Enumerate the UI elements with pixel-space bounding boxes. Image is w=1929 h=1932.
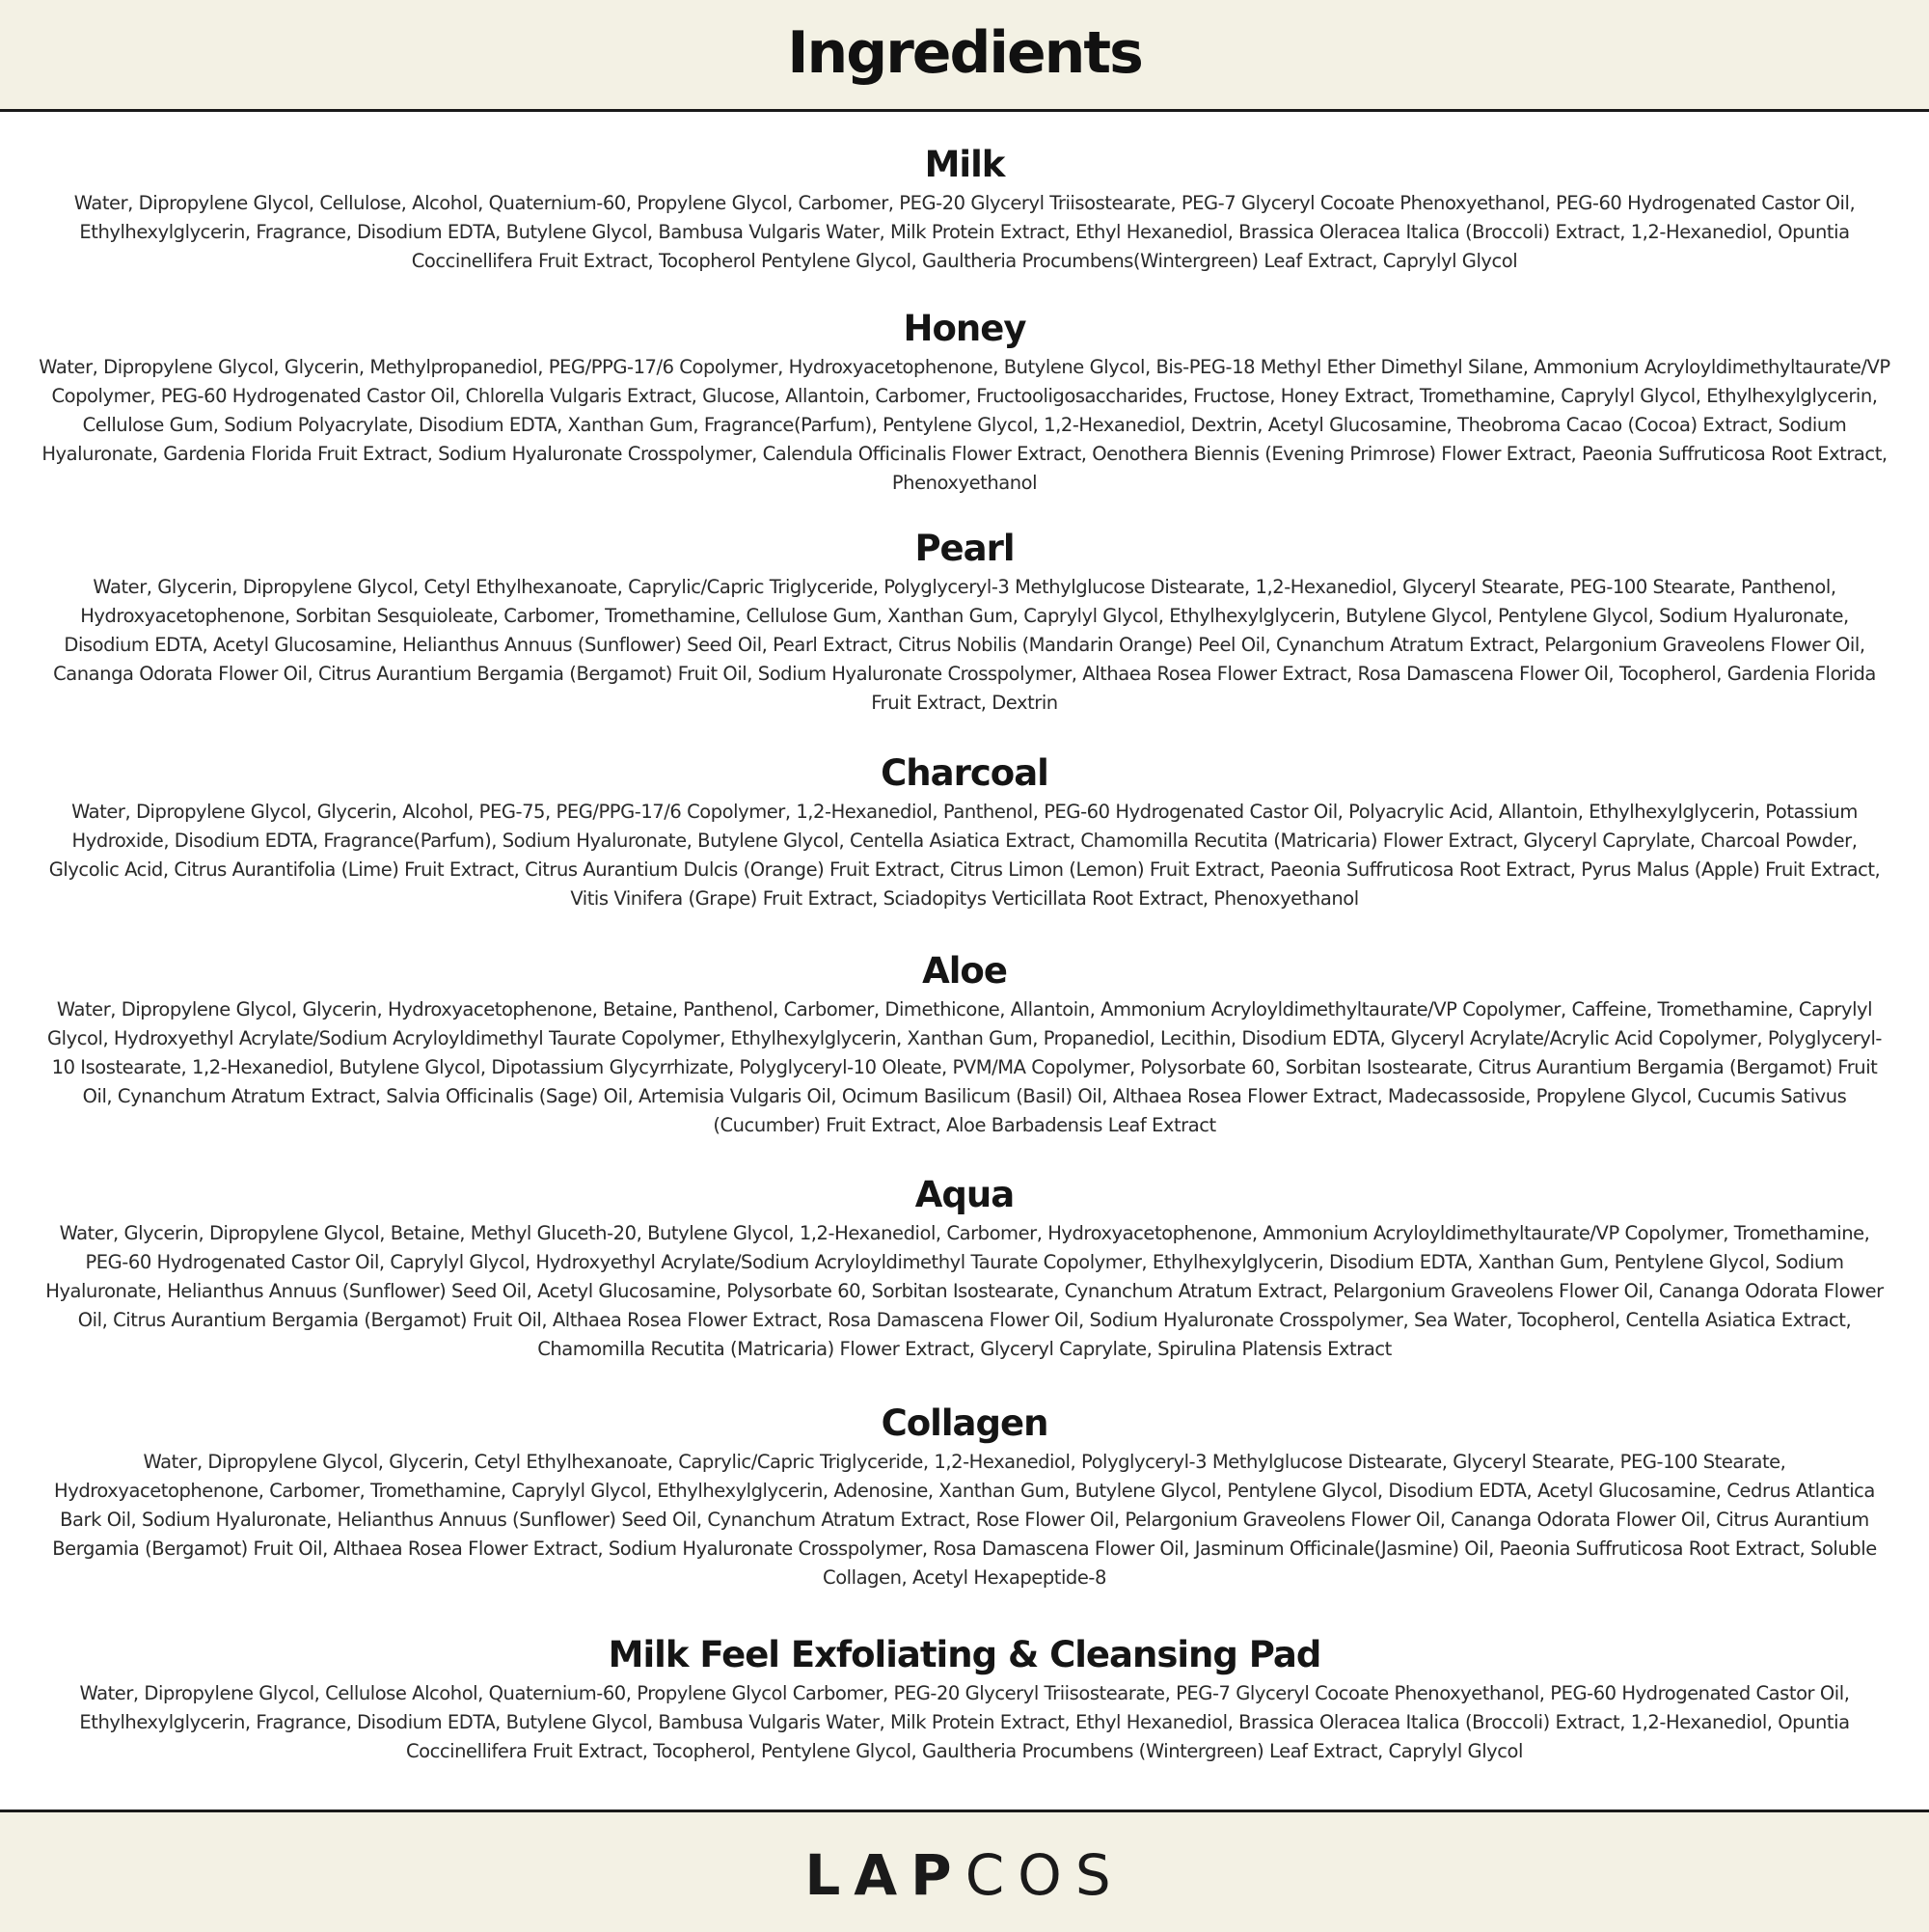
section-title: Honey xyxy=(903,308,1026,349)
page-title: Ingredients xyxy=(787,18,1142,87)
section-title: Milk Feel Exfoliating & Cleansing Pad xyxy=(608,1634,1321,1675)
section-aqua xyxy=(39,1173,1890,1364)
section-title: Aloe xyxy=(922,950,1007,992)
section-ingredients: Water, Glycerin, Dipropylene Glycol, Cetyl Ethylhexanoate, Caprylic/Capric Triglyceride, Polyglyceryl-3 Methylglucose Distearate, 1,2-Hexanediol, Glyceryl Stearate, PEG-100 Stearate, Panthenol, Hydroxyacetophenone, Sorbitan Sesquioleate, Carbomer, Tromethamine, Cellulose Gum, Xanthan Gum, Caprylyl Glycol, Ethylhexylglycerin, Butylene Glycol, Pentylene Glycol, Sodium Hyaluronate, Disodium EDTA, Acetyl Glucosamine, Helianthus Annuus (Sunflower) Seed Oil, Pearl Extract, Citrus Nobilis (Mandarin Orange) Peel Oil, Cynanchum Atratum Extract, Pelargonium Graveolens Flower Oil, Cananga Odorata Flower Oil, Citrus Aurantium Bergamia (Bergamot) Fruit Oil, Sodium Hyaluronate Crosspolymer, Althaea Rosea Flower Extract, Rosa Damascena Flower Oil, Tocopherol, Gardenia Florida Fruit Extract, Dextrin xyxy=(53,576,1876,714)
section-charcoal xyxy=(39,751,1890,913)
footer-band xyxy=(0,1810,1929,1932)
header-band xyxy=(0,0,1929,112)
logo-part-light: COS xyxy=(964,1842,1125,1908)
section-title: Aqua xyxy=(914,1174,1015,1215)
section-title: Charcoal xyxy=(881,752,1048,794)
section-title: Collagen xyxy=(881,1402,1048,1444)
ingredients-content xyxy=(0,112,1929,1810)
section-pearl xyxy=(39,527,1890,718)
section-aloe xyxy=(39,949,1890,1140)
section-collagen xyxy=(39,1401,1890,1592)
section-ingredients: Water, Dipropylene Glycol, Cellulose Alcohol, Quaternium-60, Propylene Glycol Carbomer, PEG-20 Glyceryl Triisostearate, PEG-7 Glyceryl Cocoate Phenoxyethanol, PEG-60 Hydrogenated Castor Oil, Ethylhexylglycerin, Fragrance, Disodium EDTA, Butylene Glycol, Bambusa Vulgaris Water, Milk Protein Extract, Ethyl Hexanediol, Brassica Oleracea Italica (Broccoli) Extract, 1,2-Hexanediol, Opuntia Coccinellifera Fruit Extract, Tocopherol, Pentylene Glycol, Gaultheria Procumbens (Wintergreen) Leaf Extract, Caprylyl Glycol xyxy=(79,1682,1850,1762)
section-milk xyxy=(39,143,1890,276)
section-ingredients: Water, Dipropylene Glycol, Glycerin, Hydroxyacetophenone, Betaine, Panthenol, Carbomer, Dimethicone, Allantoin, Ammonium Acryloyldimethyltaurate/VP Copolymer, Caffeine, Tromethamine, Caprylyl Glycol, Hydroxyethyl Acrylate/Sodium Acryloyldimethyl Taurate Copolymer, Ethylhexylglycerin, Xanthan Gum, Propanediol, Lecithin, Disodium EDTA, Glyceryl Acrylate/Acrylic Acid Copolymer, Polyglyceryl-10 Isostearate, 1,2-Hexanediol, Butylene Glycol, Dipotassium Glycyrrhizate, Polyglyceryl-10 Oleate, PVM/MA Copolymer, Polysorbate 60, Sorbitan Isostearate, Citrus Aurantium Bergamia (Bergamot) Fruit Oil, Cynanchum Atratum Extract, Salvia Officinalis (Sage) Oil, Artemisia Vulgaris Oil, Ocimum Basilicum (Basil) Oil, Althaea Rosea Flower Extract, Madecassoside, Propylene Glycol, Cucumis Sativus (Cucumber) Fruit Extract, Aloe Barbadensis Leaf Extract xyxy=(47,998,1882,1136)
section-ingredients: Water, Dipropylene Glycol, Cellulose, Alcohol, Quaternium-60, Propylene Glycol, Carbomer, PEG-20 Glyceryl Triisostearate, PEG-7 Glyceryl Cocoate Phenoxyethanol, PEG-60 Hydrogenated Castor Oil, Ethylhexylglycerin, Fragrance, Disodium EDTA, Butylene Glycol, Bambusa Vulgaris Water, Milk Protein Extract, Ethyl Hexanediol, Brassica Oleracea Italica (Broccoli) Extract, 1,2-Hexanediol, Opuntia Coccinellifera Fruit Extract, Tocopherol Pentylene Glycol, Gaultheria Procumbens(Wintergreen) Leaf Extract, Caprylyl Glycol xyxy=(73,192,1856,272)
logo-part-bold: LAP xyxy=(804,1842,965,1908)
section-milk-feel-pad xyxy=(39,1633,1890,1766)
section-title: Pearl xyxy=(914,528,1015,569)
section-ingredients: Water, Glycerin, Dipropylene Glycol, Betaine, Methyl Gluceth-20, Butylene Glycol, 1,2-Hexanediol, Carbomer, Hydroxyacetophenone, Ammonium Acryloyldimethyltaurate/VP Copolymer, Tromethamine, PEG-60 Hydrogenated Castor Oil, Caprylyl Glycol, Hydroxyethyl Acrylate/Sodium Acryloyldimethyl Taurate Copolymer, Ethylhexylglycerin, Disodium EDTA, Xanthan Gum, Pentylene Glycol, Sodium Hyaluronate, Helianthus Annuus (Sunflower) Seed Oil, Acetyl Glucosamine, Polysorbate 60, Sorbitan Isostearate, Cynanchum Atratum Extract, Pelargonium Graveolens Flower Oil, Cananga Odorata Flower Oil, Citrus Aurantium Bergamia (Bergamot) Fruit Oil, Althaea Rosea Flower Extract, Rosa Damascena Flower Oil, Sodium Hyaluronate Crosspolymer, Sea Water, Tocopherol, Centella Asiatica Extract, Chamomilla Recutita (Matricaria) Flower Extract, Glyceryl Caprylate, Spirulina Platensis Extract xyxy=(45,1222,1884,1360)
section-title: Milk xyxy=(924,144,1005,185)
section-ingredients: Water, Dipropylene Glycol, Glycerin, Cetyl Ethylhexanoate, Caprylic/Capric Triglyceride, 1,2-Hexanediol, Polyglyceryl-3 Methylglucose Distearate, Glyceryl Stearate, PEG-100 Stearate, Hydroxyacetophenone, Carbomer, Tromethamine, Caprylyl Glycol, Ethylhexylglycerin, Adenosine, Xanthan Gum, Butylene Glycol, Pentylene Glycol, Disodium EDTA, Acetyl Glucosamine, Cedrus Atlantica Bark Oil, Sodium Hyaluronate, Helianthus Annuus (Sunflower) Seed Oil, Cynanchum Atratum Extract, Rose Flower Oil, Pelargonium Graveolens Flower Oil, Cananga Odorata Flower Oil, Citrus Aurantium Bergamia (Bergamot) Fruit Oil, Althaea Rosea Flower Extract, Sodium Hyaluronate Crosspolymer, Rosa Damascena Flower Oil, Jasminum Officinale(Jasmine) Oil, Paeonia Suffruticosa Root Extract, Soluble Collagen, Acetyl Hexapeptide-8 xyxy=(52,1451,1877,1589)
section-ingredients: Water, Dipropylene Glycol, Glycerin, Methylpropanediol, PEG/PPG-17/6 Copolymer, Hydroxyacetophenone, Butylene Glycol, Bis-PEG-18 Methyl Ether Dimethyl Silane, Ammonium Acryloyldimethyltaurate/VP Copolymer, PEG-60 Hydrogenated Castor Oil, Chlorella Vulgaris Extract, Glucose, Allantoin, Carbomer, Fructooligosaccharides, Fructose, Honey Extract, Tromethamine, Caprylyl Glycol, Ethylhexylglycerin, Cellulose Gum, Sodium Polyacrylate, Disodium EDTA, Xanthan Gum, Fragrance(Parfum), Pentylene Glycol, 1,2-Hexanediol, Dextrin, Acetyl Glucosamine, Theobroma Cacao (Cocoa) Extract, Sodium Hyaluronate, Gardenia Florida Fruit Extract, Sodium Hyaluronate Crosspolymer, Calendula Officinalis Flower Extract, Oenothera Biennis (Evening Primrose) Flower Extract, Paeonia Suffruticosa Root Extract, Phenoxyethanol xyxy=(39,356,1890,494)
section-honey xyxy=(39,307,1890,498)
section-ingredients: Water, Dipropylene Glycol, Glycerin, Alcohol, PEG-75, PEG/PPG-17/6 Copolymer, 1,2-Hexanediol, Panthenol, PEG-60 Hydrogenated Castor Oil, Polyacrylic Acid, Allantoin, Ethylhexylglycerin, Potassium Hydroxide, Disodium EDTA, Fragrance(Parfum), Sodium Hyaluronate, Butylene Glycol, Centella Asiatica Extract, Chamomilla Recutita (Matricaria) Flower Extract, Glyceryl Caprylate, Charcoal Powder, Glycolic Acid, Citrus Aurantifolia (Lime) Fruit Extract, Citrus Aurantium Dulcis (Orange) Fruit Extract, Citrus Limon (Lemon) Fruit Extract, Paeonia Suffruticosa Root Extract, Pyrus Malus (Apple) Fruit Extract, Vitis Vinifera (Grape) Fruit Extract, Sciadopitys Verticillata Root Extract, Phenoxyethanol xyxy=(48,801,1881,910)
brand-logo xyxy=(804,1842,1124,1908)
